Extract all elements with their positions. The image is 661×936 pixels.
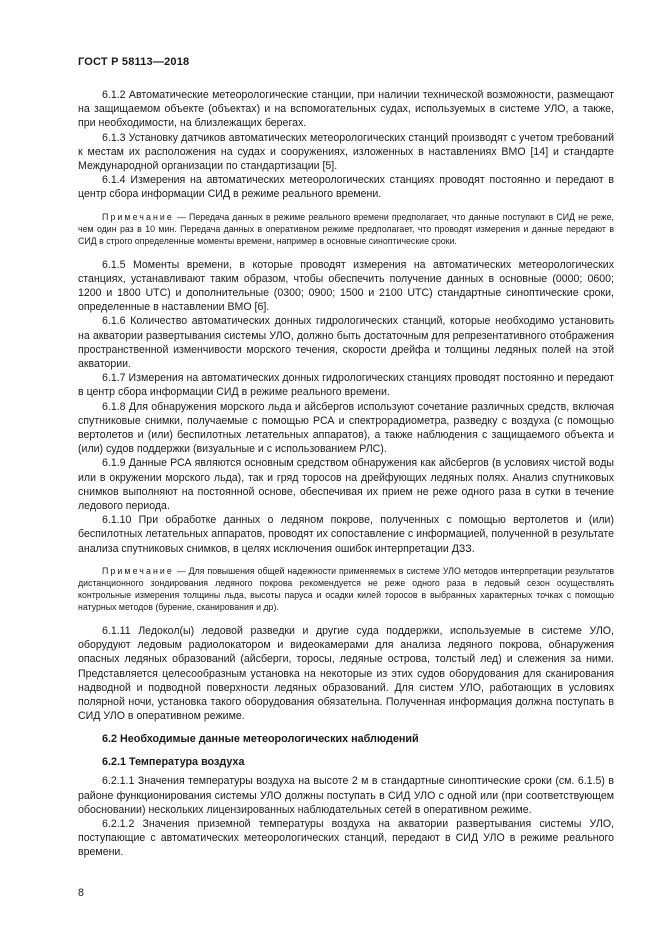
note-ice-verification xyxy=(78,565,614,613)
section-heading-6-2: 6.2 Необходимые данные метеорологических наблюдений xyxy=(102,733,419,746)
paragraph-6-2-1-2: 6.2.1.2 Значения приземной температуры воздуха на акватории развертывания системы УЛО, поступающие с автоматических метеорологических станций, передают в СИД УЛО в режиме реального времени. xyxy=(78,817,614,859)
paragraph-6-1-5: 6.1.5 Моменты времени, в которые проводят измерения на автоматических метеорологических станциях, устанавливают таким образом, чтобы обеспечить получение данных в основные (0000; 0600; 1200 и 1800 UTC) и дополнительные (0300; 0900; 1500 и 2100 UTC) стандартные синоптические сроки, определенные в наставлении ВМО [6]. xyxy=(78,258,614,314)
note-label: Примечание xyxy=(102,565,174,576)
page-number: 8 xyxy=(78,887,84,899)
note-text: — Передача данных в режиме реального времени предполагает, что данные поступают в СИД не реже, чем один раз в 10 мин. Передача данных в оперативном режиме предполагает, что проводят измерения и данные передают в СИД в строго определенные моменты времени, например в основные синоптические сроки. xyxy=(78,211,614,246)
document-body xyxy=(78,88,614,860)
note-realtime xyxy=(78,211,614,247)
paragraph-6-1-2: 6.1.2 Автоматические метеорологические станции, при наличии технической возможности, размещают на защищаемом объекте (объектах) и на вспомогательных судах, используемых в системе УЛО, а также, при необходимости, на близлежащих берегах. xyxy=(78,89,614,130)
paragraph-6-1-9: 6.1.9 Данные РСА являются основным средством обнаружения как айсбергов (в условиях чистой воды или в окружении морского льда), так и гряд торосов на дрейфующих ледяных полях. Анализ спутниковых снимков выполняют на постоянной основе, обеспечивая их прием не реже одного раза в сутки в течение ледового периода. xyxy=(78,457,614,513)
note-text: — Для повышения общей надежности применяемых в системе УЛО методов интерпретации результатов дистанционного зондирования ледяного покрова рекомендуется не реже одного раза в ледовый сезон осуществлять контрольные измерения толщины льда, высоты паруса и осадки килей торосов в выбранных характерных точках с помощью натурных методов (бурение, сканирования и др). xyxy=(78,565,614,612)
document-header: ГОСТ Р 58113—2018 xyxy=(78,56,190,68)
paragraph-6-1-11: 6.1.11 Ледокол(ы) ледовой разведки и другие суда поддержки, используемые в системе УЛО, оборудуют ледовым радиолокатором и видеокамерами для анализа ледяного покрова, обнаружения опасных ледяных образований (айсберги, торосы, ледяные острова, толстый лед) и слежения за ними. Представляется целесообразным установка на некоторые из этих судов оборудования для сканирования надводной и подводной поверхности ледяных образований. Для систем УЛО, работающих в условиях полярной ночи, установка такого оборудования обязательна. Полученная информация должна поступать в СИД УЛО в оперативном режиме. xyxy=(78,624,614,723)
subsection-heading-6-2-1: 6.2.1 Температура воздуха xyxy=(102,756,245,769)
paragraph-6-1-8: 6.1.8 Для обнаружения морского льда и айсбергов используют сочетание различных средств, включая спутниковые снимки, получаемые с помощью РСА и спектрорадиометра, разведку с воздуха (с помощью вертолетов и (или) беспилотных летательных аппаратов), а также наблюдения с защищаемого объекта и (или) судов поддержки (визуальные и с использованием РЛС). xyxy=(78,400,614,456)
note-label: Примечание xyxy=(102,211,174,222)
paragraph-6-1-4: 6.1.4 Измерения на автоматических метеорологических станциях проводят постоянно и передают в центр сбора информации СИД в режиме реального времени. xyxy=(78,174,614,201)
paragraph-6-1-6: 6.1.6 Количество автоматических донных гидрологических станций, которые необходимо установить на акватории развертывания системы УЛО, должно быть достаточным для репрезентативного отображения пространственной изменчивости морского течения, скорости дрейфа и толщины ледяных полей на этой акватории. xyxy=(78,315,614,371)
paragraph-6-1-7: 6.1.7 Измерения на автоматических донных гидрологических станциях проводят постоянно и передают в центр сбора информации СИД в режиме реального времени. xyxy=(78,372,614,399)
paragraph-6-1-3: 6.1.3 Установку датчиков автоматических метеорологических станций производят с учетом требований к местам их расположения на судах и сооружениях, изложенных в наставлениях ВМО [14] и стандарте Международной организации по стандартизации [5]. xyxy=(78,131,614,173)
paragraph-6-2-1-1: 6.2.1.1 Значения температуры воздуха на высоте 2 м в стандартные синоптические сроки (см. 6.1.5) в районе функционирования системы УЛО должны поступать в СИД УЛО с одной или (при соответствующем обосновании) нескольких лицензированных наблюдательных сетей в оперативном режиме. xyxy=(78,775,614,816)
paragraph-6-1-10: 6.1.10 При обработке данных о ледяном покрове, полученных с помощью вертолетов и (или) беспилотных летательных аппаратов, проводят их сопоставление с информацией, полученной в результате анализа спутниковых снимков, в целях исключения ошибок интерпретации ДЗЗ. xyxy=(78,514,614,555)
